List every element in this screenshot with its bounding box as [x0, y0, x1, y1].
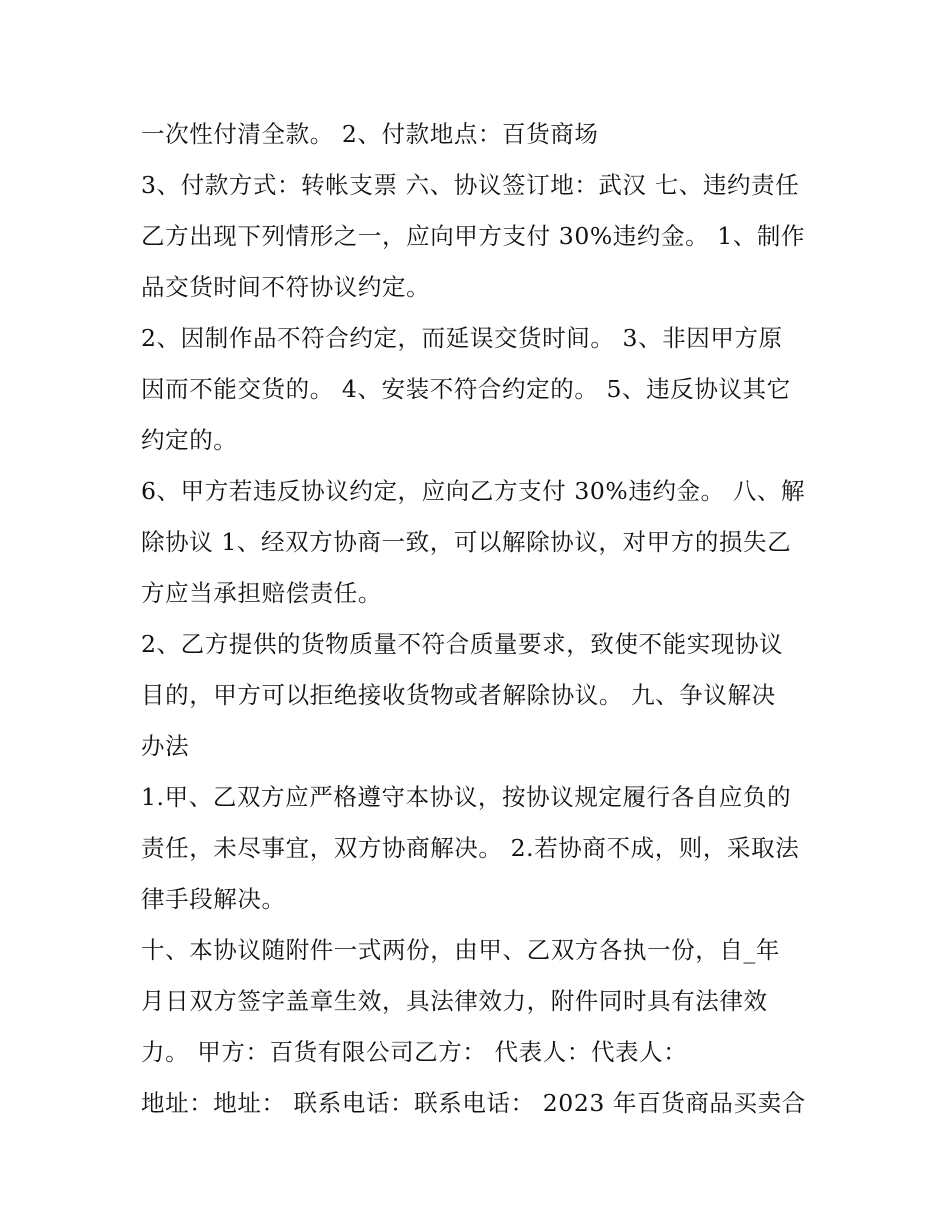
text-line-20: 地址：地址： 联系电话：联系电话： 2023 年百货商品买卖合	[141, 1089, 806, 1117]
text-line-13: 办法	[141, 732, 190, 760]
text-line-19: 力。 甲方：百货有限公司乙方： 代表人：代表人：	[141, 1038, 688, 1066]
text-line-14: 1.甲、乙双方应严格遵守本协议，按协议规定履行各自应负的	[141, 783, 792, 811]
text-line-17: 十、本协议随附件一式两份，由甲、乙双方各执一份，自_年	[141, 936, 780, 964]
text-line-11: 2、乙方提供的货物质量不符合质量要求，致使不能实现协议	[141, 630, 784, 658]
text-line-12: 目的，甲方可以拒绝接收货物或者解除协议。 九、争议解决	[141, 681, 776, 709]
text-line-8: 6、甲方若违反协议约定，应向乙方支付 30%违约金。 八、解	[141, 477, 806, 505]
document-body	[141, 109, 813, 1129]
text-line-4: 品交货时间不符协议约定。	[141, 273, 431, 301]
text-line-18: 月日双方签字盖章生效，具法律效力，附件同时具有法律效	[141, 987, 768, 1015]
text-line-7: 约定的。	[141, 426, 238, 454]
text-line-16: 律手段解决。	[141, 885, 286, 913]
text-line-1: 一次性付清全款。 2、付款地点：百货商场	[141, 120, 599, 148]
text-line-6: 因而不能交货的。 4、安装不符合约定的。 5、违反协议其它	[141, 375, 791, 403]
text-line-3: 乙方出现下列情形之一，应向甲方支付 30%违约金。 1、制作	[141, 222, 806, 250]
text-line-10: 方应当承担赔偿责任。	[141, 579, 382, 607]
text-line-5: 2、因制作品不符合约定，而延误交货时间。 3、非因甲方原	[141, 324, 783, 352]
text-line-9: 除协议 1、经双方协商一致，可以解除协议，对甲方的损失乙	[141, 528, 792, 556]
text-line-15: 责任，未尽事宜，双方协商解决。 2.若协商不成，则，采取法	[141, 834, 800, 862]
text-line-2: 3、付款方式：转帐支票 六、协议签订地：武汉 七、违约责任	[141, 171, 800, 199]
